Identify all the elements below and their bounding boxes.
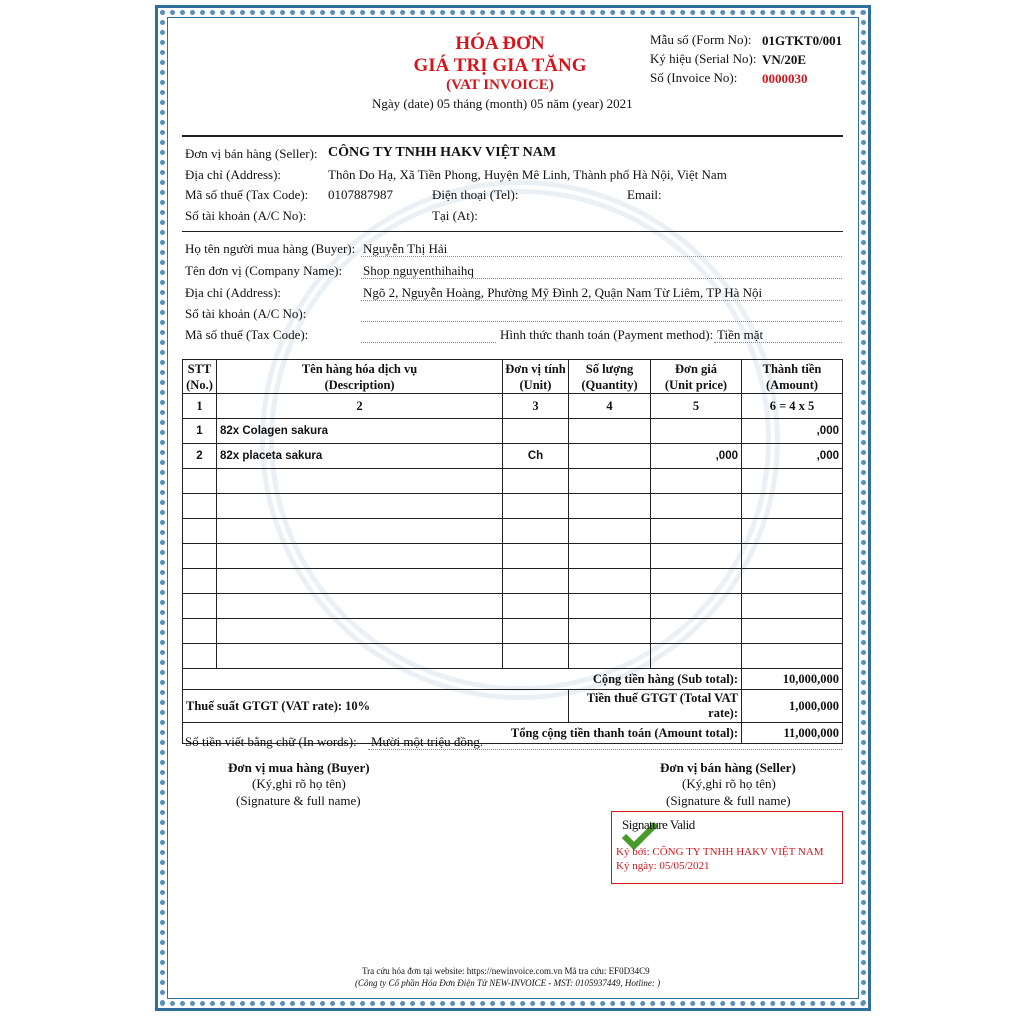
seller-sign-sub-en: (Signature & full name) [666,793,791,808]
buyer-sign-sub-en: (Signature & full name) [236,793,361,808]
payment-label: Hình thức thanh toán (Payment method): [500,327,714,342]
in-words-label: Số tiền viết bằng chữ (In words): [185,734,357,749]
buyer-account-label: Số tài khoản (A/C No): [185,306,307,321]
seller-tax-label: Mã số thuế (Tax Code): [185,187,309,202]
signed-by: Ký bởi: CÔNG TY TNHH HAKV VIỆT NAM [616,846,824,858]
title: HÓA ĐƠN [455,33,545,54]
invoice-label: Số (Invoice No): [650,70,738,85]
items-table: STT (No.) Tên hàng hóa dịch vụ (Description) Đơn vị tính (Unit) Số lượng (Quantity) Đơn giá (Unit price) Thành tiền (Amount) 1 2 3 4 5 6 = 4 x 5 1 82x Colagen sakura ,000 2 82x placeta sakura Ch ,000 ,000 Cộng tiền hàng (Sub total): 10,000,000 Thuế suất GTGT (VAT rate): 10% Tiền thuế GTGT (Total VAT rate): 1,000,000 Tổng cộng tiền thanh toán (Amount total): 11,000,000 [182,359,843,744]
seller-address-label: Địa chỉ (Address): [185,167,282,182]
serial-label: Ký hiệu (Serial No): [650,51,757,66]
seller-tel-label: Điện thoại (Tel): [432,187,519,202]
seller-address: Thôn Do Hạ, Xã Tiền Phong, Huyện Mê Linh, Thành phố Hà Nội, Việt Nam [328,167,727,182]
seller-sign-title: Đơn vị bán hàng (Seller) [660,760,796,775]
footer-company: (Công ty Cổ phần Hóa Đơn Điện Tử NEW-INVOICE - MST: 0105937449, Hotline: ) [355,978,661,988]
company-label: Tên đơn vị (Company Name): [185,263,343,278]
buyer-label: Họ tên người mua hàng (Buyer): [185,241,356,256]
title-en: (VAT INVOICE) [446,77,554,93]
seller-account-label: Số tài khoản (A/C No): [185,208,307,223]
in-words: Mười một triệu đồng. [371,734,484,749]
divider [182,231,843,232]
buyer-sign-title: Đơn vị mua hàng (Buyer) [228,760,370,775]
payment-method: Tiền mặt [717,327,764,342]
seller-label: Đơn vị bán hàng (Seller): [185,146,318,161]
buyer-address: Ngõ 2, Nguyễn Hoàng, Phường Mỹ Đình 2, Quận Nam Từ Liêm, TP Hà Nội [363,285,763,300]
buyer-address-label: Địa chỉ (Address): [185,285,282,300]
digital-signature-box [611,811,843,884]
buyer-tax-label: Mã số thuế (Tax Code): [185,327,309,342]
footer-lookup: Tra cứu hóa đơn tại website: https://newinvoice.com.vn Mã tra cứu: EF0D34C9 [362,966,650,976]
title-sub: GIÁ TRỊ GIA TĂNG [413,55,587,76]
total-row: Tổng cộng tiền thanh toán (Amount total): 11,000,000 [183,723,843,744]
vat-row: Thuế suất GTGT (VAT rate): 10% Tiền thuế GTGT (Total VAT rate): 1,000,000 [183,690,843,723]
signed-date: Ký ngày: 05/05/2021 [616,860,710,872]
index-row: 1 2 3 4 5 6 = 4 x 5 [183,394,843,419]
buyer-sign-sub: (Ký,ghi rõ họ tên) [252,776,346,791]
divider [182,135,843,137]
invoice-date: Ngày (date) 05 tháng (month) 05 năm (year) 2021 [372,96,633,111]
company-name: Shop nguyenthihaihq [363,263,474,278]
serial-no: VN/20E [762,52,807,67]
signature-valid: Signature Valid [622,817,695,832]
table-row: 1 82x Colagen sakura ,000 [183,419,843,444]
form-label: Mẫu số (Form No): [650,32,752,47]
invoice-no: 0000030 [762,71,808,86]
seller-tax: 0107887987 [328,187,393,202]
subtotal-row: Cộng tiền hàng (Sub total): 10,000,000 [183,669,843,690]
seller-email-label: Email: [627,187,662,202]
form-no: 01GTKT0/001 [762,33,843,48]
seller-at-label: Tại (At): [432,208,478,223]
seller-sign-sub: (Ký,ghi rõ họ tên) [682,776,776,791]
buyer-name: Nguyễn Thị Hải [363,241,448,256]
seller-name: CÔNG TY TNHH HAKV VIỆT NAM [328,145,557,160]
table-row: 2 82x placeta sakura Ch ,000 ,000 [183,444,843,469]
